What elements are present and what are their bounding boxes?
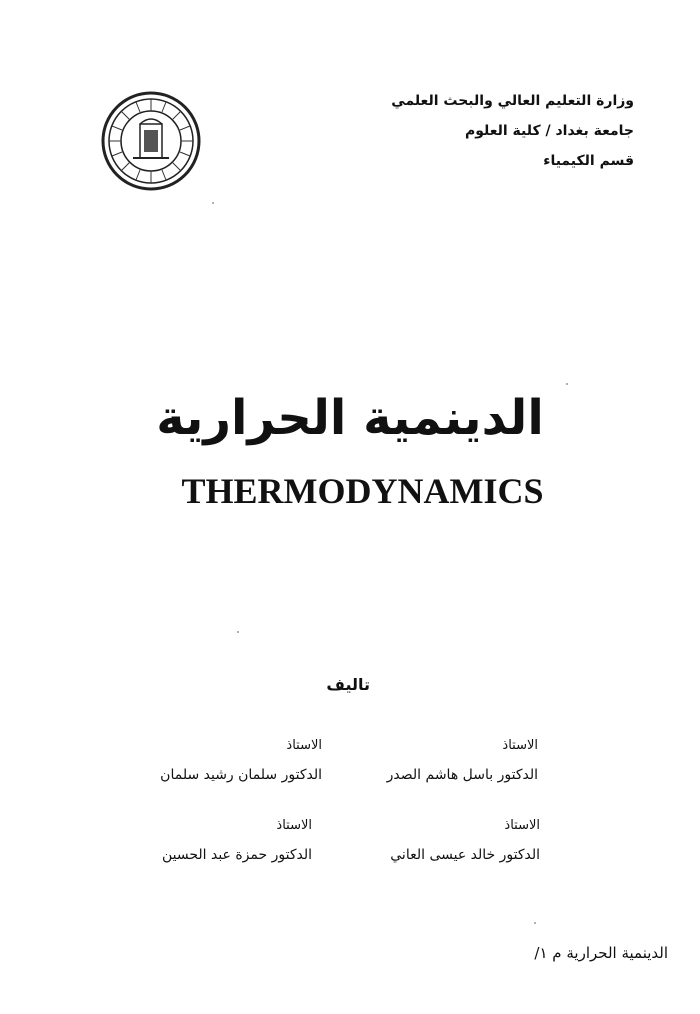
author-name: الدكتور سلمان رشيد سلمان [160,767,322,783]
author-name: الدكتور خالد عيسى العاني [390,847,540,863]
author-name: الدكتور حمزة عبد الحسين [161,847,312,863]
university-name: جامعة بغداد / كلية العلوم [464,123,634,139]
book-title-arabic: الدينمية الحرارية [156,390,544,446]
institution-header [314,86,634,176]
author-rank: الاستاذ [502,738,538,753]
university-seal-icon [100,90,202,192]
author-4 [162,816,312,868]
scan-speck [566,383,568,385]
scan-speck [534,922,536,924]
author-3 [390,816,540,868]
scan-speck [237,631,239,633]
department-name: قسم الكيمياء [543,153,634,169]
author-name: الدكتور باسل هاشم الصدر [386,767,538,783]
author-rank: الاستاذ [504,818,540,833]
author-2 [160,736,322,788]
authored-by-label: تاليف [326,675,370,694]
ministry-name: وزارة التعليم العالي والبحث العلمي [391,93,634,109]
page-footer: الدينمية الحرارية م ١/ [534,944,668,962]
book-title-english: THERMODYNAMICS [181,471,544,511]
author-rank: الاستاذ [286,738,322,753]
scan-speck [212,202,214,204]
author-rank: الاستاذ [276,818,312,833]
author-1 [387,736,538,788]
